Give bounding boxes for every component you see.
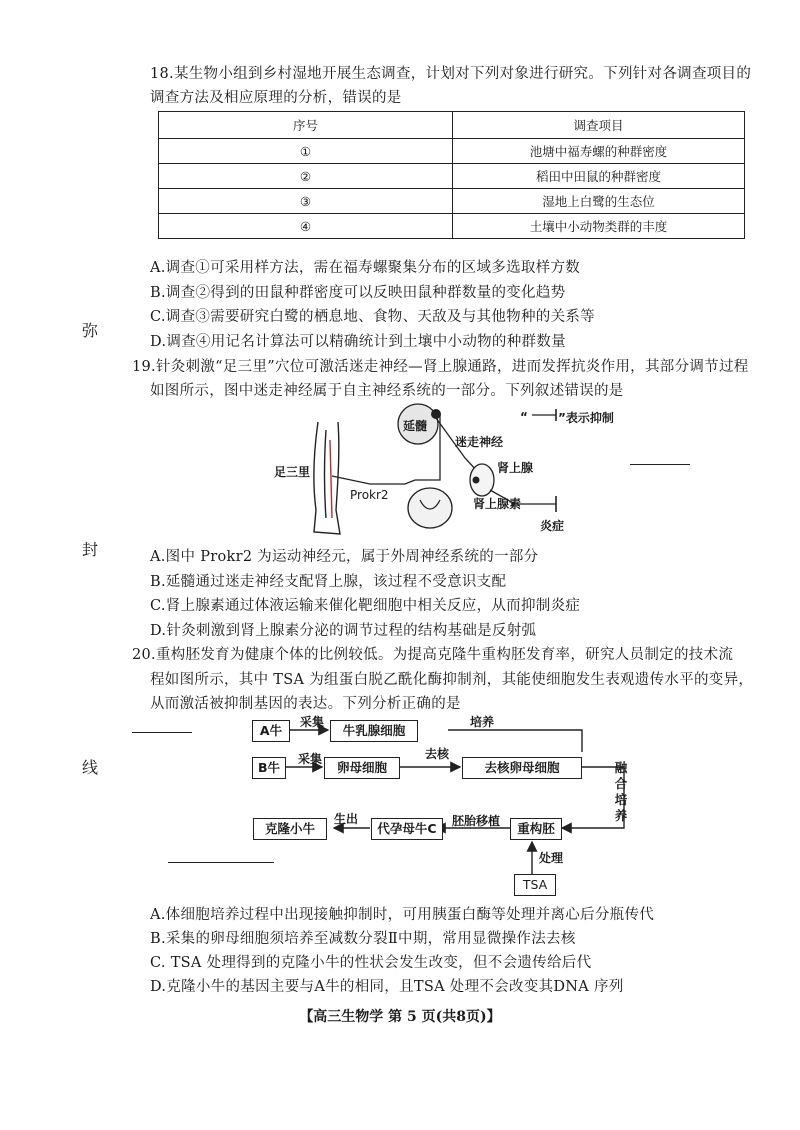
answer-blank-line — [630, 464, 690, 465]
q18-option-a: A.调查①可采用样方法，需在福寿螺聚集分布的区域多选取样方数 — [150, 260, 581, 276]
table-cell-item: 湿地上白鹭的生态位 — [453, 189, 745, 214]
table-header-number: 序号 — [159, 112, 453, 139]
table-cell-number: ③ — [159, 189, 453, 214]
embryo-transfer-label: 胚胎移植 — [452, 814, 501, 828]
q19-stem-line1: 19.针灸刺激“足三里”穴位可激活迷走神经—肾上腺通路，进而发挥抗炎作用，其部分调节过程 — [132, 359, 749, 375]
enucleated-oocyte-box: 去核卵母细胞 — [462, 757, 582, 779]
table-cell-number: ④ — [159, 214, 453, 239]
adrenal-label: 肾上腺 — [497, 461, 534, 475]
adrenal-gland-illustration — [470, 464, 494, 496]
margin-char-feng: 封 — [82, 540, 99, 559]
cloning-flow-arrows — [230, 712, 650, 902]
q20-option-a: A.体细胞培养过程中出现接触抑制时，可用胰蛋白酶等处理并离心后分瓶传代 — [150, 907, 655, 923]
spinal-cord-section — [408, 488, 452, 528]
collect-label-b: 采集 — [298, 752, 323, 766]
table-header-item: 调查项目 — [453, 112, 745, 139]
treat-label: 处理 — [539, 851, 564, 865]
b-cow-box: B牛 — [252, 757, 286, 779]
clone-calf-box: 克隆小牛 — [253, 818, 327, 840]
answer-blank-line — [132, 732, 192, 733]
oocyte-box: 卵母细胞 — [324, 757, 400, 779]
table-row — [159, 164, 745, 189]
legend-open-quote: “ — [520, 410, 528, 424]
q18-survey-table — [158, 111, 745, 239]
q19-option-a: A.图中 Prokr2 为运动神经元，属于外周神经系统的一部分 — [150, 549, 539, 565]
reconstructed-embryo-box: 重构胚 — [510, 818, 562, 840]
q18-option-b: B.调查②得到的田鼠种群密度可以反映田鼠种群数量的变化趋势 — [150, 285, 566, 301]
zusanli-label: 足三里 — [274, 465, 311, 479]
medulla-label: 延髓 — [403, 419, 428, 433]
table-row — [159, 214, 745, 239]
table-row — [159, 189, 745, 214]
q20-option-d: D.克隆小牛的基因主要与A牛的相同，且TSA 处理不会改变其DNA 序列 — [150, 979, 624, 995]
table-cell-number: ② — [159, 164, 453, 189]
birth-label: 生出 — [334, 812, 359, 826]
q20-stem-line2: 程如图所示，其中 TSA 为组蛋白脱乙酰化酶抑制剂，其能使细胞发生表观遗传水平的变异， — [150, 672, 754, 688]
margin-char-xian: 线 — [82, 758, 99, 777]
page-footer: 【高三生物学 第 5 页(共8页)】 — [299, 1009, 501, 1025]
legend-label: ”表示抑制 — [558, 411, 614, 425]
q19-option-b: B.延髓通过迷走神经支配肾上腺，该过程不受意识支配 — [150, 574, 507, 590]
tsa-box: TSA — [514, 874, 556, 896]
table-header-row — [159, 112, 745, 139]
q18-option-d: D.调查④用记名计算法可以精确统计到土壤中小动物的种群数量 — [150, 334, 566, 350]
table-cell-item: 池塘中福寿螺的种群密度 — [453, 139, 745, 164]
mammary-cell-box: 牛乳腺细胞 — [330, 720, 418, 742]
q18-option-c: C.调查③需要研究白鹭的栖息地、食物、天敌及与其他物种的关系等 — [150, 309, 595, 325]
q20-option-c: C. TSA 处理得到的克隆小牛的性状会发生改变，但不会遗传给后代 — [150, 955, 592, 971]
prokr2-label: Prokr2 — [350, 488, 389, 502]
enucleate-label: 去核 — [425, 747, 450, 761]
q20-option-b: B.采集的卵母细胞须培养至减数分裂Ⅱ中期，常用显微操作法去核 — [150, 931, 576, 947]
vagus-label: 迷走神经 — [455, 435, 504, 449]
afferent-nerve-line — [332, 476, 415, 484]
q19-option-c: C.肾上腺素通过体液运输来催化靶细胞中相关反应，从而抑制炎症 — [150, 598, 581, 614]
a-cow-box: A牛 — [252, 720, 290, 742]
q18-stem-line1: 18.某生物小组到乡村湿地开展生态调查，计划对下列对象进行研究。下列针对各调查项目的 — [150, 66, 752, 82]
table-cell-item: 稻田中田鼠的种群密度 — [453, 164, 745, 189]
table-row — [159, 139, 745, 164]
collect-label-a: 采集 — [300, 715, 325, 729]
table-cell-number: ① — [159, 139, 453, 164]
hormone-label: 肾上腺素 — [473, 497, 522, 511]
margin-char-mi: 弥 — [82, 321, 99, 340]
q19-stem-line2: 如图所示，图中迷走神经属于自主神经系统的一部分。下列叙述错误的是 — [150, 383, 624, 399]
q20-stem-line1: 20.重构胚发育为健康个体的比例较低。为提高克隆牛重构胚发育率，研究人员制定的技术流 — [132, 647, 734, 663]
surrogate-cow-box: 代孕母牛C — [371, 818, 443, 840]
inflammation-label: 炎症 — [540, 519, 565, 533]
table-cell-item: 土壤中小动物类群的丰度 — [453, 214, 745, 239]
fusion-culture-label: 融合培养 — [614, 760, 628, 823]
leg-illustration — [314, 422, 340, 534]
q18-stem-line2: 调查方法及相应原理的分析，错误的是 — [150, 90, 402, 106]
culture-label: 培养 — [470, 715, 495, 729]
q20-stem-line3: 从而激活被抑制基因的表达。下列分析正确的是 — [150, 696, 461, 712]
q19-option-d: D.针灸刺激到肾上腺素分泌的调节过程的结构基础是反射弧 — [150, 623, 537, 639]
